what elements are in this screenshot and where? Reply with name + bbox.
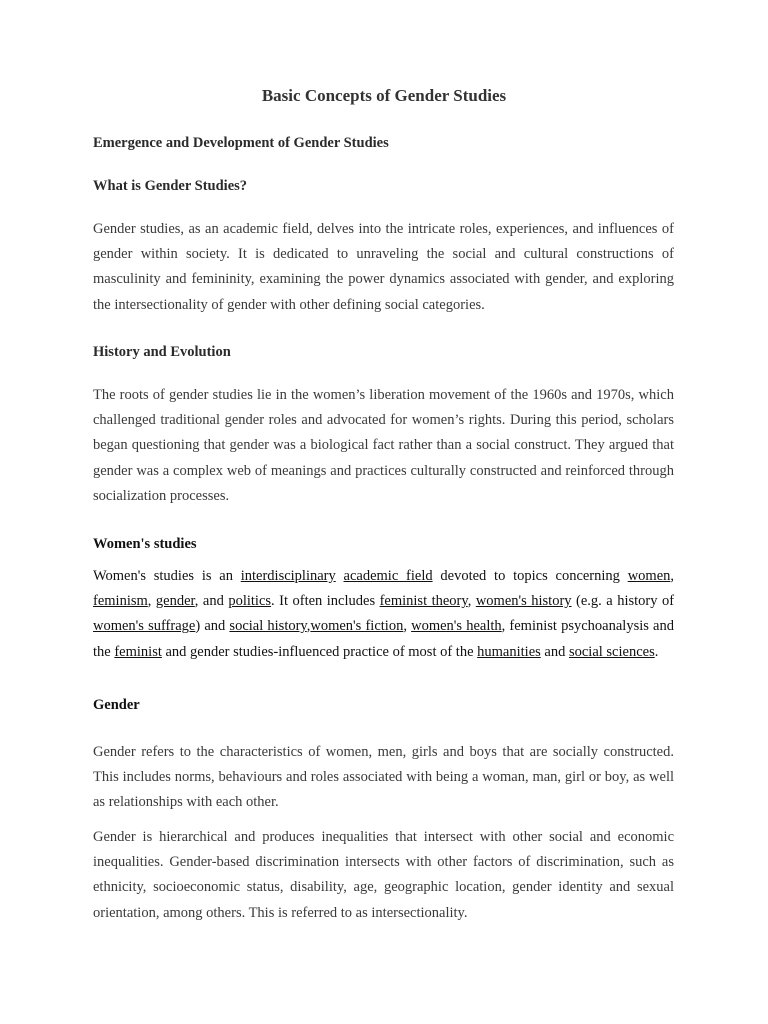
text-span: , [467, 593, 472, 610]
link-womens-history[interactable]: women's history [475, 593, 572, 610]
paragraph-womens-studies [93, 564, 674, 665]
text-span: , [670, 568, 675, 584]
text-span: and gender studies-influenced practice of most of the [161, 643, 478, 660]
text-span: (e.g. a history of [571, 593, 675, 610]
paragraph-gender-definition: Gender refers to the characteristics of women, men, girls and boys that are socially constructed. This includes norms, behaviours and roles associated with being a woman, man, girl or boy, as well as relationships with each other. [93, 744, 674, 811]
link-feminism[interactable]: feminism [93, 593, 148, 610]
link-feminist-theory[interactable]: feminist theory [379, 593, 468, 610]
paragraph-what-is: Gender studies, as an academic field, delves into the intricate roles, experiences, and influences of gender within society. It is dedicated to unraveling the social and cultural constructions of masculinity and femininity, examining the power dynamics associated with gender, and exploring the intersectionality of gender with other defining social categories. [93, 221, 674, 313]
text-span: , [194, 593, 199, 610]
section-heading-gender: Gender [93, 697, 140, 713]
text-span: , [306, 618, 311, 635]
text-span: , feminist psychoanalysis and the [93, 618, 674, 660]
page-title: Basic Concepts of Gender Studies [261, 86, 507, 105]
section-heading-what-is: What is Gender Studies? [93, 178, 248, 194]
link-womens-fiction[interactable]: women's fiction [310, 618, 404, 635]
link-humanities[interactable]: humanities [477, 643, 541, 660]
link-women[interactable]: women [627, 568, 671, 584]
text-span: , [403, 618, 407, 635]
section-heading-emergence: Emergence and Development of Gender Studies [93, 135, 389, 151]
section-heading-womens-studies: Women's studies [93, 536, 197, 552]
text-span: . It often includes [271, 593, 380, 610]
text-span: devoted to topics concerning [432, 568, 628, 584]
text-span: . [654, 643, 659, 660]
text-span: and [198, 593, 229, 610]
link-feminist[interactable]: feminist [114, 643, 162, 660]
text-span: Women's studies is an [93, 568, 241, 584]
link-interdisciplinary[interactable]: interdisciplinary [240, 568, 336, 584]
link-womens-suffrage[interactable]: women's suffrage [93, 618, 196, 635]
link-academic-field[interactable]: academic field [343, 568, 433, 584]
text-span: ) and [195, 618, 230, 635]
text-span: and [540, 643, 569, 660]
link-politics[interactable]: politics [228, 593, 272, 610]
paragraph-gender-hierarchy: Gender is hierarchical and produces inequalities that intersect with other social and economic inequalities. Gender-based discrimination intersects with other factors of discrimination, such as ethnicity, socioeconomic status, disability, age, geographic location, gender identity and sexual orientation, among others. This is referred to as intersectionality. [93, 829, 674, 921]
link-social-sciences[interactable]: social sciences [568, 643, 655, 660]
paragraph-history: The roots of gender studies lie in the women’s liberation movement of the 1960s and 1970s, which challenged traditional gender roles and advocated for women’s rights. During this period, scholars began questioning that gender was a biological fact rather than a social construct. They argued that gender was a complex web of meanings and practices culturally constructed and reinforced through socialization processes. [93, 387, 674, 504]
link-gender[interactable]: gender [155, 593, 195, 610]
link-social-history[interactable]: social history [229, 618, 307, 635]
link-womens-health[interactable]: women's health [411, 618, 502, 635]
section-heading-history: History and Evolution [93, 344, 231, 360]
text-span: , [147, 593, 152, 610]
